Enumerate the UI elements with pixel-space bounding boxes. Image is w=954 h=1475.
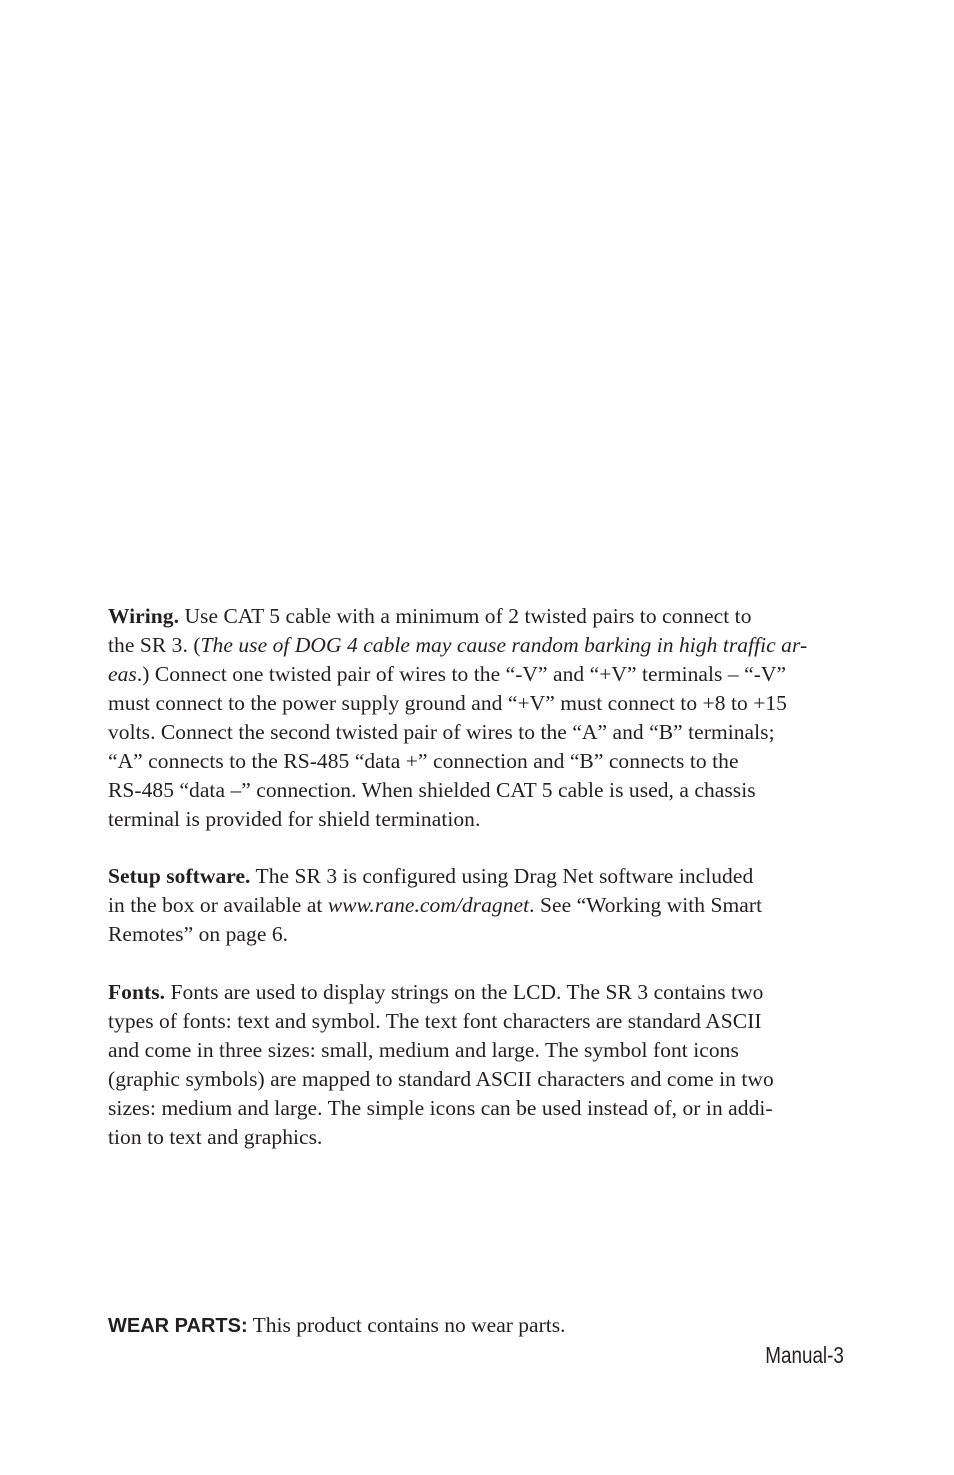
wiring-line-7: RS-485 “data –” connection. When shielded CAT 5 cable is used, a chassis: [108, 778, 756, 802]
wear-parts-heading: WEAR PARTS:: [108, 1315, 248, 1337]
wear-parts-note: [108, 1311, 565, 1341]
wiring-paragraph: [108, 602, 848, 834]
wiring-line-4: must connect to the power supply ground and “+V” must connect to +8 to +15: [108, 691, 787, 715]
wiring-line-1: Wiring. Use CAT 5 cable with a minimum of 2 twisted pairs to connect to: [108, 604, 752, 628]
fonts-line-5: sizes: medium and large. The simple icons can be used instead of, or in addi-: [108, 1096, 773, 1120]
fonts-line-6: tion to text and graphics.: [108, 1125, 323, 1149]
fonts-heading: Fonts.: [108, 980, 166, 1004]
fonts-line-3: and come in three sizes: small, medium and large. The symbol font icons: [108, 1038, 739, 1062]
wiring-heading: Wiring.: [108, 604, 180, 628]
fonts-line-2: types of fonts: text and symbol. The text font characters are standard ASCII: [108, 1009, 762, 1033]
setup-line-2: in the box or available at www.rane.com/dragnet. See “Working with Smart: [108, 893, 763, 917]
setup-software-paragraph: [108, 862, 848, 949]
wiring-line-3: eas.) Connect one twisted pair of wires to the “-V” and “+V” terminals – “-V”: [108, 662, 787, 686]
fonts-line-4: (graphic symbols) are mapped to standard ASCII characters and come in two: [108, 1067, 774, 1091]
setup-line-3: Remotes” on page 6.: [108, 922, 289, 946]
wiring-line-2: the SR 3. (The use of DOG 4 cable may cause random barking in high traffic ar-: [108, 633, 808, 657]
dragnet-url: www.rane.com/dragnet: [327, 893, 530, 917]
wiring-line-5: volts. Connect the second twisted pair of wires to the “A” and “B” terminals;: [108, 720, 775, 744]
page-number: Manual-3: [765, 1342, 844, 1368]
setup-heading: Setup software.: [108, 864, 251, 888]
setup-line-1: Setup software. The SR 3 is configured using Drag Net software included: [108, 864, 754, 888]
wiring-line-6: “A” connects to the RS-485 “data +” connection and “B” connects to the: [108, 749, 739, 773]
wiring-aside: The use of DOG 4 cable may cause random barking in high traffic ar-: [200, 633, 808, 657]
wiring-line-8: terminal is provided for shield termination.: [108, 807, 481, 831]
fonts-line-1: Fonts. Fonts are used to display strings on the LCD. The SR 3 contains two: [108, 980, 764, 1004]
wear-parts-text: This product contains no wear parts.: [247, 1313, 566, 1337]
fonts-paragraph: [108, 978, 848, 1152]
